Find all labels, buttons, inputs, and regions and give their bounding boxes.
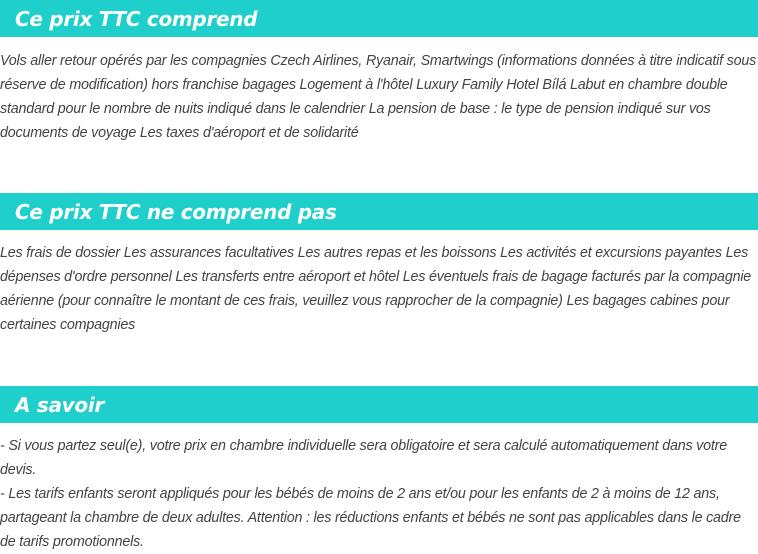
section-body-good-to-know [0,434,758,554]
excludes-text: Les frais de dossier Les assurances facultatives Les autres repas et les boissons Les activités et excursions payantes Les dépenses d'ordre personnel Les transferts entre aéroport et hôtel Les éventuels frais de bagage facturés par la compagnie aérienne (pour connaître le montant de ces frais, veuillez vous rapprocher de la compagnie) Les bagages cabines pour certaines compagnies [0,245,752,333]
section-body-excludes [0,241,758,337]
section-header-excludes [0,193,758,230]
good-to-know-line-1: - Si vous partez seul(e), votre prix en chambre individuelle sera obligatoire et sera calculé automatiquement dans votre devis. [0,438,727,478]
good-to-know-line-2: - Les tarifs enfants seront appliqués pour les bébés de moins de 2 ans et/ou pour les enfants de 2 à moins de 12 ans, partageant la chambre de deux adultes. Attention : les réductions enfants et bébés ne sont pas applicables dans le cadre de tarifs promotionnels. [0,486,741,550]
section-good-to-know [0,386,758,554]
section-header-includes [0,0,758,37]
section-title-good-to-know: A savoir [15,392,104,417]
section-header-good-to-know [0,386,758,423]
section-title-includes: Ce prix TTC comprend [15,6,258,31]
section-price-includes [0,0,758,145]
section-title-excludes: Ce prix TTC ne comprend pas [15,199,337,224]
section-price-excludes [0,193,758,337]
section-body-includes [0,49,758,145]
includes-text: Vols aller retour opérés par les compagnies Czech Airlines, Ryanair, Smartwings (informations données à titre indicatif sous réserve de modification) hors franchise bagages Logement à l'hôtel Luxury Family Hotel Bílá Labut en chambre double standard pour le nombre de nuits indiqué dans le calendrier La pension de base : le type de pension indiqué sur vos documents de voyage Les taxes d'aéroport et de solidarité [0,53,757,141]
